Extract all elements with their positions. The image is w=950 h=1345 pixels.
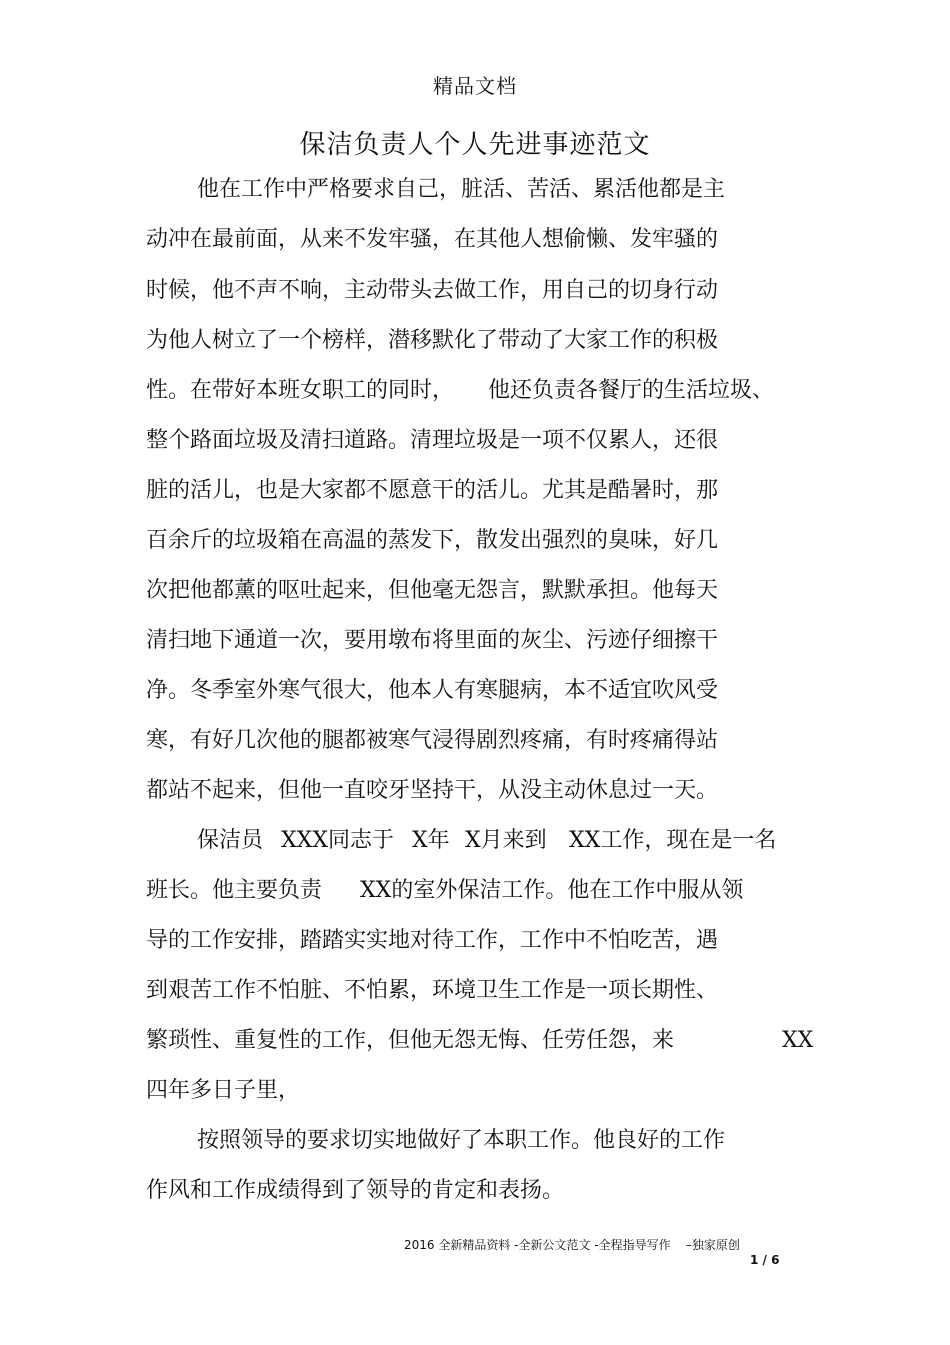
document-title: 保洁负责人个人先进事迹范文 bbox=[299, 130, 651, 160]
text-run: 百余斤的垃圾箱在高温的蒸发下，散发出强烈的臭味，好几 bbox=[146, 528, 719, 553]
paragraph-1-line bbox=[0, 574, 950, 608]
text-run: 时候，他不声不响，主动带头去做工作，用自己的切身行动 bbox=[146, 278, 719, 303]
text-run: XX工作，现在是一名 bbox=[569, 828, 777, 853]
text-run: 都站不起来，但他一直咬牙坚持干，从没主动休息过一天。 bbox=[146, 778, 719, 803]
text-run: 班长。他主要负责 bbox=[146, 878, 323, 903]
text-run: 他在工作中严格要求自己，脏活、苦活、累活他都是主 bbox=[197, 177, 726, 202]
text-run: X月来到 bbox=[465, 828, 547, 853]
paragraph-1-line bbox=[0, 223, 950, 257]
text-run: 繁琐性、重复性的工作，但他无怨无悔、任劳任怨，来 bbox=[146, 1028, 675, 1053]
footer-note: 2016 全新精品资料 -全新公文范文 -全程指导写作 –独家原创 bbox=[404, 1238, 740, 1252]
text-run: 脏的活儿，也是大家都不愿意干的活儿。尤其是酷暑时，那 bbox=[146, 478, 719, 503]
text-run: 动冲在最前面，从来不发牢骚，在其他人想偷懒、发牢骚的 bbox=[146, 227, 719, 252]
text-run: 次把他都薰的呕吐起来，但他毫无怨言，默默承担。他每天 bbox=[146, 578, 719, 603]
paragraph-3-line bbox=[0, 1174, 950, 1208]
text-run: 清扫地下通道一次，要用墩布将里面的灰尘、污迹仔细擦干 bbox=[146, 628, 719, 653]
paragraph-1-line bbox=[0, 274, 950, 308]
paragraph-2-line bbox=[0, 1074, 950, 1108]
text-run: XX的室外保洁工作。他在工作中服从领 bbox=[360, 878, 744, 903]
text-run: XX bbox=[782, 1028, 814, 1053]
paragraph-1-line bbox=[0, 424, 950, 458]
paragraph-1-line bbox=[0, 324, 950, 358]
page-number: 1 / 6 bbox=[750, 1253, 780, 1267]
text-run: 寒，有好几次他的腿都被寒气浸得剧烈疼痛，有时疼痛得站 bbox=[146, 728, 719, 753]
text-run: 四年多日子里， bbox=[146, 1078, 301, 1103]
paragraph-1-line bbox=[0, 474, 950, 508]
paragraph-3-line bbox=[0, 1124, 950, 1158]
text-run: 性。在带好本班女职工的同时， bbox=[146, 378, 455, 403]
paragraph-1-line bbox=[0, 724, 950, 758]
text-run: 导的工作安排，踏踏实实地对待工作，工作中不怕吃苦，遇 bbox=[146, 928, 719, 953]
text-run: X年 bbox=[412, 828, 450, 853]
page-header: 精品文档 bbox=[433, 74, 517, 98]
paragraph-1-line bbox=[0, 374, 950, 408]
paragraph-1-line bbox=[0, 173, 950, 207]
text-run: 他还负责各餐厅的生活垃圾、 bbox=[488, 378, 775, 403]
text-run: 到艰苦工作不怕脏、不怕累，环境卫生工作是一项长期性、 bbox=[146, 978, 719, 1003]
paragraph-2-line bbox=[0, 874, 950, 908]
paragraph-2-line bbox=[0, 924, 950, 958]
text-run: 为他人树立了一个榜样，潜移默化了带动了大家工作的积极 bbox=[146, 328, 719, 353]
text-run: 净。冬季室外寒气很大，他本人有寒腿病，本不适宜吹风受 bbox=[146, 678, 719, 703]
paragraph-1-line bbox=[0, 624, 950, 658]
text-run: 保洁员 bbox=[197, 828, 264, 853]
text-run: XXX同志于 bbox=[281, 828, 394, 853]
text-run: 按照领导的要求切实地做好了本职工作。他良好的工作 bbox=[197, 1128, 726, 1153]
paragraph-2-line bbox=[0, 824, 950, 858]
paragraph-2-line bbox=[0, 1024, 950, 1058]
paragraph-1-line bbox=[0, 524, 950, 558]
paragraph-1-line bbox=[0, 774, 950, 808]
paragraph-1-line bbox=[0, 674, 950, 708]
text-run: 作风和工作成绩得到了领导的肯定和表扬。 bbox=[146, 1178, 565, 1203]
paragraph-2-line bbox=[0, 974, 950, 1008]
text-run: 整个路面垃圾及清扫道路。清理垃圾是一项不仅累人，还很 bbox=[146, 428, 719, 453]
